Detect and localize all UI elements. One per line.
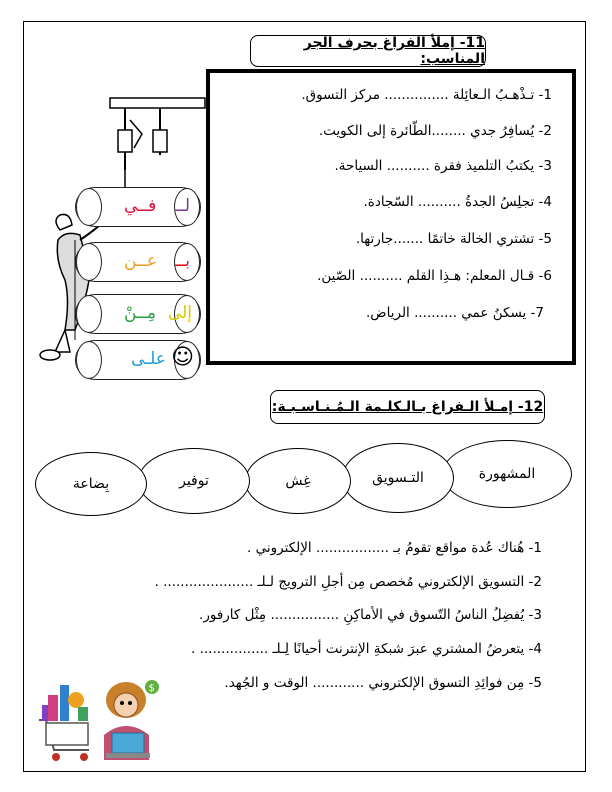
- exercise-12-sentence: 1- هُناك عُدة مواقع تقومُ بـ ................. الإلكتروني .: [247, 540, 542, 556]
- exercise-12-sentence: 2- التسويق الإلكتروني مُخصص مِن أجلِ الترويج لـلـ ..................... .: [154, 574, 542, 590]
- exercise-11-sentences-box: [206, 69, 576, 365]
- preposition-drum: [75, 294, 201, 334]
- exercise-11-sentence: 1- تـذْهـبُ الـعائِلة ............... مركز التسوق.: [301, 87, 552, 103]
- preposition-drum: [75, 187, 201, 227]
- preposition-letter: لــ: [174, 196, 190, 216]
- exercise-12-sentence: 5- مِن فوائِدِ التسوق الإلكتروني ............ الوقت و الجُهد.: [224, 675, 542, 691]
- svg-text:$: $: [148, 683, 155, 694]
- pulley-worker-illustration: [30, 90, 210, 380]
- exercise-11-title: 11- إملأ الفراغ بحرف الجر المناسب:: [250, 35, 486, 67]
- preposition-letter: بــ: [175, 251, 190, 271]
- exercise-11-sentence: 4- تجلِسُ الجدةُ .......... السّجادة.: [363, 194, 552, 210]
- exercise-11-sentence: 7- يسكنُ عمي .......... الرياض.: [366, 305, 544, 321]
- preposition-word: علـى: [131, 349, 166, 369]
- word-bank-oval: التـسويق: [342, 443, 454, 513]
- exercise-12-sentence: 4- يتعرضُ المشتري عبرَ شبكةِ الإنترنت أحيانًا لِـلـ ................ .: [191, 641, 542, 657]
- exercise-11-sentence: 3- يكتبُ التلميذ فقرة .......... السياحة.: [334, 158, 552, 174]
- word-bank-oval: توفير: [138, 448, 250, 514]
- exercise-12-sentence: 3- يُفضِلُ الناسُ التّسوق في الأماكِنِ ................ مِثْل كارفور.: [199, 607, 542, 623]
- preposition-word: مِــنْ: [124, 303, 157, 323]
- exercise-11-sentence: 5- تشتري الخالة خاتمًا .......جارتها.: [355, 231, 552, 247]
- smiley-face-icon: ☺: [171, 345, 194, 370]
- exercise-11-sentence: 6- قـال المعلم: هـذِا القلم .......... الصّين.: [317, 268, 552, 284]
- word-bank-oval: المشهورة: [442, 440, 572, 508]
- drum-cap: [76, 341, 102, 379]
- drum-cap: [76, 188, 102, 226]
- preposition-drum: [75, 340, 201, 380]
- exercise-11-sentence: 2- يُسافِرُ جدي ........الطّائرة إلى الكويت.: [318, 123, 552, 139]
- word-bank-oval: غِش: [245, 448, 351, 514]
- preposition-word: فــي: [124, 196, 157, 216]
- word-bank-oval: بِضاعة: [35, 452, 147, 516]
- preposition-letter: إلى: [167, 303, 192, 323]
- online-shopping-illustration: [34, 665, 164, 765]
- preposition-drum: [75, 242, 201, 282]
- preposition-word: عــن: [124, 251, 158, 271]
- drum-cap: [76, 295, 102, 333]
- exercise-12-title: 12- إمـلأ الـفراغ بـالـكلـمة الـمُـنـاسـبـة:: [270, 390, 545, 424]
- drum-cap: [76, 243, 102, 281]
